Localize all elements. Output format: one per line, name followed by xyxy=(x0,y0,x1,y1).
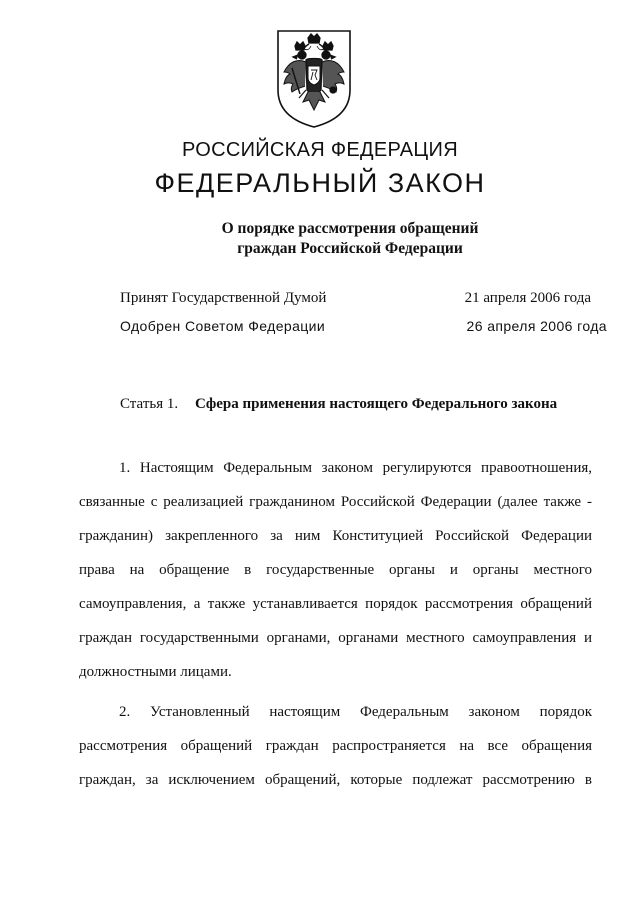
paragraph-line: рассмотрения обращений граждан распространяется на все обращения xyxy=(79,738,592,754)
paragraph-line: связанные с реализацией гражданином Российской Федерации (далее также - xyxy=(79,494,592,510)
law-title xyxy=(0,219,640,259)
paragraph-line: 2. Установленный настоящим Федеральным законом порядок xyxy=(119,704,592,720)
country-name: РОССИЙСКАЯ ФЕДЕРАЦИЯ xyxy=(182,139,458,161)
adoption-date: 26 апреля 2006 года xyxy=(466,318,607,334)
paragraph-line: гражданин) закрепленного за ним Конституцией Российской Федерации xyxy=(79,528,592,544)
article-number: Статья 1. xyxy=(120,396,179,412)
adoption-row-council xyxy=(120,318,607,334)
paragraph-line: должностными лицами. xyxy=(79,664,232,680)
law-title-line: О порядке рассмотрения обращений xyxy=(221,220,479,237)
law-title-line: граждан Российской Федерации xyxy=(237,240,463,257)
paragraph-line: граждан, за исключением обращений, которые подлежат рассмотрению в xyxy=(79,772,592,788)
paragraph-line: граждан государственными органами, органами местного самоуправления и xyxy=(79,630,592,646)
paragraph-line: права на обращение в государственные органы и органы местного xyxy=(79,562,592,578)
paragraph-line: самоуправления, а также устанавливается порядок рассмотрения обращений xyxy=(79,596,592,612)
coat-of-arms-icon xyxy=(275,28,353,130)
adoption-row-duma xyxy=(120,290,607,307)
adoption-date: 21 апреля 2006 года xyxy=(464,290,591,306)
adoption-label: Одобрен Советом Федерации xyxy=(120,318,326,334)
article-heading xyxy=(120,396,557,413)
article-paragraph-2 xyxy=(79,695,592,797)
adoption-label: Принят Государственной Думой xyxy=(120,290,327,306)
paragraph-line: 1. Настоящим Федеральным законом регулируются правоотношения, xyxy=(119,460,592,476)
document-type: ФЕДЕРАЛЬНЫЙ ЗАКОН xyxy=(154,168,486,198)
article-title: Сфера применения настоящего Федерального закона xyxy=(195,396,558,412)
article-paragraph-1 xyxy=(79,451,592,689)
